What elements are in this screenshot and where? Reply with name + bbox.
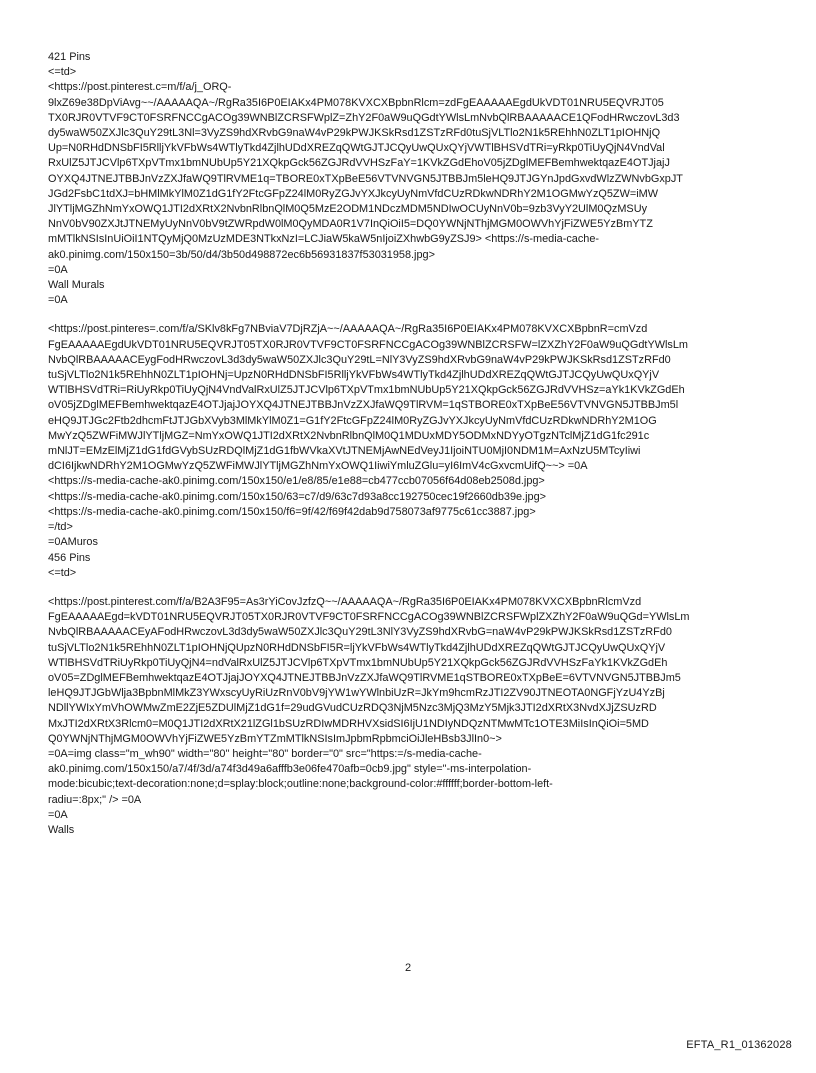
email-body xyxy=(48,50,772,838)
text-line: dy5waW50ZXJlc3QuY29tL3Nl=3VyZS9hdXRvbG9naW4vP29kPWJKSkRsd1ZSTzRFd0tuSjVLTlo2N1k5REhhN0ZLT1pIOHNjQ xyxy=(48,127,661,140)
text-line: =0A xyxy=(48,263,68,276)
text-line: MxJTI2dXRtX3Rlcm0=M0Q1JTI2dXRtX21lZGl1bSUzRDIwMDRHVXsidSI6IjU1NDIyNDQzNTMwMTc1OTE3MiIsInQiOi=5MD xyxy=(48,717,649,730)
text-block xyxy=(48,595,772,838)
text-line: radiu=:8px;" /> =0A xyxy=(48,793,142,806)
text-line: <https://post.pinterest.c=m/f/a/j_ORQ- xyxy=(48,81,232,94)
text-line: NvbQlRBAAAAACEygFodHRwczovL3d3dy5waW50ZXJlc3QuY29tL=NlY3VyZS9hdXRvbG9naW4vP29kPWJKSkRsd1ZSTzRFd0 xyxy=(48,353,671,366)
text-line: Wall Murals xyxy=(48,279,105,292)
text-line: JGd2FsbC1tdXJ=bHMlMkYlM0Z1dG1fY2FtcGFpZ24lM0RyZGJvYXJkcyUyNmVfdCUzRDkwNDRhY2M1OGMwYzQ5ZW=iMW xyxy=(48,187,658,200)
text-line: <https://s-media-cache-ak0.pinimg.com/150x150/63=c7/d9/63c7d93a8cc192750cec19f2660db39e.jpg> xyxy=(48,490,546,503)
text-line: leHQ9JTJGbWlja3BpbnMlMkZ3YWxscyUyRiUzRnV0bV9jYW1wYWlnbiUzR=JkYm9hcmRzJTI2ZV90JTNEOTA0NGFjYzU4YzBj xyxy=(48,687,665,700)
text-line: ak0.pinimg.com/150x150=3b/50/d4/3b50d498872ec6b56931837f53031958.jpg> xyxy=(48,248,435,261)
text-line: mode:bicubic;text-decoration:none;d=splay:block;outline:none;background-color:#ffffff;border-bottom-left- xyxy=(48,778,553,791)
text-line: <=td> xyxy=(48,566,77,579)
text-line: <https://post.pinteres=.com/f/a/SKlv8kFg7NBviaV7DjRZjA~~/AAAAAQA~/RgRa35I6P0EIAKx4PM078KVXCXBpbnR=cmVzd xyxy=(48,323,648,336)
text-line: =0A xyxy=(48,808,68,821)
text-line: MwYzQ5ZWFiMWJlYTljMGZ=NmYxOWQ1JTI2dXRtX2NvbnRlbnQlM0Q1MDUxMDY5ODMxNDYyOTgzNTclMjZ1dG1fc291c xyxy=(48,429,650,442)
text-line: =/td> xyxy=(48,521,73,534)
document-id: EFTA_R1_01362028 xyxy=(686,1039,792,1051)
paragraph-gap xyxy=(48,308,772,322)
text-line: =0AMuros xyxy=(48,536,98,549)
text-block xyxy=(48,322,772,580)
text-line: TX0RJR0VTVF9CT0FSRFNCCgACOg39WNBlZCRSFWplZ=ZhY2F0aW9uQGdtYWlsLmNvbQlRBAAAAACE1QFodHRwczovL3d3 xyxy=(48,111,680,124)
text-line: 456 Pins xyxy=(48,551,91,564)
text-line: dCI6IjkwNDRhY2M1OGMwYzQ5ZWFiMWJlYTljMGZhNmYxOWQ1IiwiYmluZGlu=yI6ImV4cGxvcmUifQ~~> =0A xyxy=(48,460,588,473)
text-line: WTlBHSVdTRi=RiUyRkp0TiUyQjN4VndValRxUlZ5JTJCVlp6TXpVTmx1bmNUbUp5Y21XQkpGck56ZGJRdVVHSz=aYk1KVkZGdEh xyxy=(48,384,685,397)
text-line: OYXQ4JTNEJTBBJnVzZXJfaWQ9TlRVME1q=TBORE0xTXpBeE56VTVNVGN5JTBBJm5leHQ9JTJGYnJpdGxvdWlzZWNvbGxpJT xyxy=(48,172,683,185)
text-line: ak0.pinimg.com/150x150/a7/4f/3d/a74f3d49a6afffb3e06fe470afb=0cb9.jpg" style="-ms-interpolation- xyxy=(48,763,532,776)
text-line: <=td> xyxy=(48,66,77,79)
text-line: tuSjVLTlo2N1k5REhhN0ZLT1pIOHNjQUpzN0RHdDNSbFI5R=ljYkVFbWs4WTlyTkd4ZjlhUDdXREZqQWtGJTJCQyUwQUxQYjV xyxy=(48,641,666,654)
text-line: RxUlZ5JTJCVlp6TXpVTmx1bmNUbUp5Y21XQkpGck56ZGJRdVVHSzFaY=1KVkZGdEhoV05jZDglMEFBemhwektqazE4OTJjajJ xyxy=(48,157,670,170)
text-line: =0A xyxy=(48,294,68,307)
text-line: NvbQlRBAAAAACEyAFodHRwczovL3d3dy5waW50ZXJlc3QuY29tL3NlY3VyZS9hdXRvbG=naW4vP29kPWJKSkRsd1ZSTzRFd0 xyxy=(48,626,672,639)
text-line: 421 Pins xyxy=(48,51,91,63)
text-line: oV05=ZDglMEFBemhwektqazE4OTJjajJOYXQ4JTNEJTBBJnVzZXJfaWQ9TlRVME1qSTBORE0xTXpBeE=6VTVNVGN5JTBBJm5 xyxy=(48,671,681,684)
text-line: mMTlkNSIsInUiOiI1NTQyMjQ0MzUzMDE3NTkxNzI=LCJiaW5kaW5nIjoiZXhwbG9yZSJ9> <https://s-media-cache- xyxy=(48,233,600,246)
text-line: =0A=img class="m_wh90" width="80" height="80" border="0" src="https:=/s-media-cache- xyxy=(48,747,482,760)
text-line: <https://s-media-cache-ak0.pinimg.com/150x150/f6=9f/42/f69f42dab9d758073af9775c61cc3887.jpg> xyxy=(48,505,536,518)
text-line: 9lxZ69e38DpViAvg~~/AAAAAQA~/RgRa35I6P0EIAKx4PM078KVXCXBpbnRlcm=zdFgEAAAAAEgdUkVDT01NRU5EQVRJT05 xyxy=(48,96,664,109)
text-line: oV05jZDglMEFBemhwektqazE4OTJjajJOYXQ4JTNEJTBBJnVzZXJfaWQ9TlRVM=1qSTBORE0xTXpBeE56VTVNVGN5JTBBJm5l xyxy=(48,399,679,412)
text-line: WTlBHSVdTRiUyRkp0TiUyQjN4=ndValRxUlZ5JTJCVlp6TXpVTmx1bmNUbUp5Y21XQkpGck56ZGJRdVVHSzFaYk1KVkZGdEh xyxy=(48,656,668,669)
text-line: JlYTljMGZhNmYxOWQ1JTI2dXRtX2NvbnRlbnQlM0Q5MzE2ODM1NDczMDM5NDIwOCUyNnV0b=9zb3VyY2UlM0QzMSUy xyxy=(48,203,648,216)
text-line: eHQ9JTJGc2Ftb2dhcmFtJTJGbXVyb3MlMkYlM0Z1=G1fY2FtcGFpZ24lM0RyZGJvYXJkcyUyNmVfdCUzRDkwNDRhY2M1OG xyxy=(48,414,657,427)
text-line: FgEAAAAAEgdUkVDT01NRU5EQVRJT05TX0RJR0VTVF9CT0FSRFNCCgACOg39WNBlZCRSFW=lZXZhY2F0aW9uQGdtYWlsLm xyxy=(48,338,688,351)
text-line: Walls xyxy=(48,823,75,836)
text-line: mNlJT=EMzElMjZ1dG1fdGVybSUzRDQlMjZ1dG1fbWVkaXVtJTNEMjAwNEdVeyJ1IjoiNTU0MjI0NDM1M=AxNzU5MTcyIiwi xyxy=(48,445,641,458)
page-number: 2 xyxy=(404,962,412,974)
text-line: NnV0bV90ZXJtJTNEMyUyNnV0bV9tZWRpdW0lM0QyMDA0R1V7InQiOiI5=DQ0YWNjNThjMGM0OWVhYjFiZWE5YzBmYTZ xyxy=(48,218,653,231)
text-line: Up=N0RHdDNSbFI5RlljYkVFbWs4WTlyTkd4ZjlhUDdXREZqQWtGJTJCQyUwQUxQYjVWTlBHSVdTRi=yRkp0TiUyQjN4VndVal xyxy=(48,142,665,155)
text-line: FgEAAAAAEgd=kVDT01NRU5EQVRJT05TX0RJR0VTVF9CT0FSRFNCCgACOg39WNBlZCRSFWplZXZhY2F0aW9uQGd=YWlsLm xyxy=(48,611,690,624)
text-line: <https://post.pinterest.com/f/a/B2A3F95=As3rYiCovJzfzQ~~/AAAAAQA~/RgRa35I6P0EIAKx4PM078KVXCXBpbnRlcmVzd xyxy=(48,595,642,608)
paragraph-gap xyxy=(48,581,772,595)
text-line: NDllYWIxYmVhOWMwZmE2ZjE5ZDUlMjZ1dG1f=29udGVudCUzRDQ3NjM5Nzc3MjQ3MzY5Mjk3JTI2dXRtX3NvdXJjZSUzRD xyxy=(48,702,657,715)
text-block xyxy=(48,50,772,308)
text-line: <https://s-media-cache-ak0.pinimg.com/150x150/e1/e8/85/e1e88=cb477ccb07056f64d08eb2508d.jpg> xyxy=(48,475,545,488)
text-line: Q0YWNjNThjMGM0OWVhYjFiZWE5YzBmYTZmMTlkNSIsImJpbmRpbmciOiJleHBsb3JlIn0~> xyxy=(48,732,502,745)
text-line: tuSjVLTlo2N1k5REhhN0ZLT1pIOHNj=UpzN0RHdDNSbFI5RlljYkVFbWs4WTlyTkd4ZjlhUDdXREZqQWtGJTJCQyUwQUxQYjV xyxy=(48,369,660,382)
